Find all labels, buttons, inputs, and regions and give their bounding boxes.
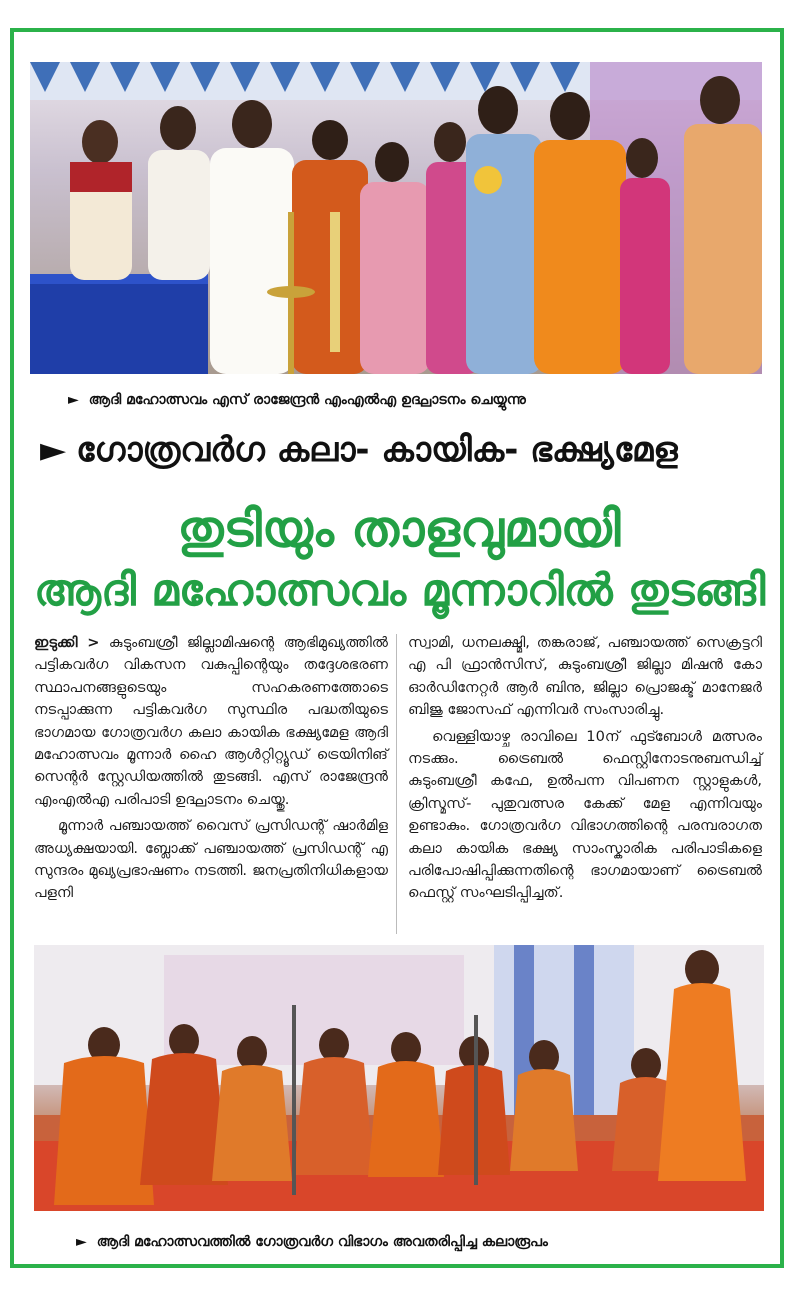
triangle-right-icon: ► <box>40 430 67 470</box>
paragraph <box>34 632 388 811</box>
triangle-right-icon: ► <box>68 392 79 408</box>
triangle-right-icon: ► <box>76 1234 87 1250</box>
headline-line-2: ആദി മഹോത്സവം മൂന്നാറിൽ തുടങ്ങി <box>34 565 766 616</box>
headline <box>34 498 764 622</box>
column-divider <box>396 634 397 934</box>
article-column-left <box>34 632 388 905</box>
top-caption-text: ആദി മഹോത്സവം എസ് രാജേന്ദ്രൻ എംഎൽഎ ഉദ്ഘാടനം ചെയ്യുന്നു <box>88 392 526 408</box>
headline-line-1: തുടിയും താളവുമായി <box>177 500 621 558</box>
paragraph-text: കുടുംബശ്രീ ജില്ലാമിഷന്റെ ആഭിമുഖ്യത്തിൽ പട്ടികവർഗ വികസന വകുപ്പിന്റെയും തദ്ദേശഭരണ സ്ഥാപനങ്ങളുടെയും സഹകരണത്തോടെ നടപ്പാക്കുന്ന പട്ടികവർഗ സുസ്ഥിര പദ്ധതിയുടെ ഭാഗമായ ഗോത്രവർഗ കലാ കായിക ഭക്ഷ്യമേള ആദി മഹോത്സവം മൂന്നാർ ഹൈ ആൾറ്റിറ്റ്യൂഡ് ട്രെയിനിങ് സെന്റർ സ്റ്റേഡിയത്തിൽ തുടങ്ങി. എസ് രാജേന്ദ്രൻ എംഎൽഎ പരിപാടി ഉദ്ഘാടനം ചെയ്തു. <box>34 634 388 808</box>
inauguration-photo <box>30 62 762 374</box>
performance-photo <box>34 945 764 1211</box>
bottom-caption-text: ആദി മഹോത്സവത്തിൽ ഗോത്രവർഗ വിഭാഗം അവതരിപ്പിച്ച കലാരൂപം <box>96 1234 548 1250</box>
article-column-right <box>408 632 762 905</box>
paragraph: വെള്ളിയാഴ്ച രാവിലെ 10ന് ഫുട്ബോൾ മത്സരം നടക്കും. ട്രൈബൽ ഫെസ്റ്റിനോടനുബന്ധിച്ച് കുടുംബശ്രീ കഫേ, ഉൽപന്ന വിപണന സ്റ്റാളുകൾ, ക്രിസ്മസ്- പുതുവത്സര കേക്ക് മേള എന്നിവയും ഉണ്ടാകും. ഗോത്രവർഗ വിഭാഗത്തിന്റെ പരമ്പരാഗത കലാ കായിക ഭക്ഷ്യ സാംസ്കാരിക പരിപാടികളെ പരിപോഷിപ്പിക്കുന്നതിന്റെ ഭാഗമായാണ് ട്രൈബൽ ഫെസ്റ്റ് സംഘടിപ്പിച്ചത്. <box>408 727 762 902</box>
kicker-heading <box>40 430 678 470</box>
kicker-text: ഗോത്രവർഗ കലാ- കായിക- ഭക്ഷ്യമേള <box>76 430 678 470</box>
paragraph: മൂന്നാർ പഞ്ചായത്ത് വൈസ് പ്രസിഡന്റ് ഷാർമിള അധ്യക്ഷയായി. ബ്ലോക്ക് പഞ്ചായത്ത് പ്രസിഡന്റ് എ സുന്ദരം മുഖ്യപ്രഭാഷണം നടത്തി. ജനപ്രതിനിധികളായ പളനി <box>34 817 388 902</box>
dateline: ഇടുക്കി > <box>34 634 100 651</box>
bottom-photo-caption <box>76 1234 548 1250</box>
paragraph: സ്വാമി, ധനലക്ഷ്മി, തങ്കരാജ്, പഞ്ചായത്ത് സെക്രട്ടറി എ പി ഫ്രാൻസിസ്, കുടുംബശ്രീ ജില്ലാ മിഷൻ കോ ഓർഡിനേറ്റർ ആർ ബിനു, ജില്ലാ പ്രൊജക്ട് മാനേജർ ബിജു ജോസഫ് എന്നിവർ സംസാരിച്ചു. <box>408 634 762 719</box>
top-photo-caption <box>68 392 526 408</box>
